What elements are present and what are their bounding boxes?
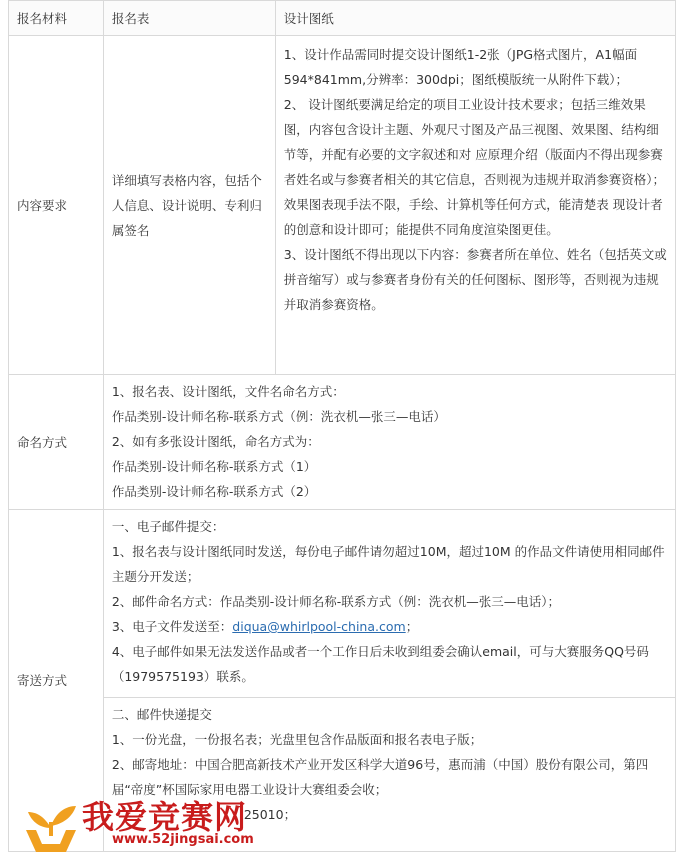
header-drawings: 设计图纸 (275, 1, 675, 36)
email-address-link[interactable]: diqua@whirlpool-china.com (232, 619, 406, 634)
sending-label: 寄送方式 (9, 510, 104, 852)
email-item-2: 2、邮件命名方式：作品类别-设计师名称-联系方式（例：洗衣机—张三—电话）； (111, 594, 561, 609)
email-item-3-suffix: ； (405, 619, 419, 634)
post-title: 二、邮件快递提交 (111, 707, 212, 722)
header-form: 报名表 (103, 1, 275, 36)
email-title: 一、电子邮件提交： (111, 519, 225, 534)
content-requirements-row (9, 36, 676, 375)
form-requirements-text: 详细填写表格内容，包括个人信息、设计说明、专利归属签名 (103, 36, 275, 375)
watermark-title: 我爱竞赛网 (82, 798, 248, 836)
naming-label: 命名方式 (9, 375, 104, 510)
naming-line-5: 作品类别-设计师名称-联系方式（2） (111, 484, 317, 499)
naming-line-1: 1、报名表、设计图纸，文件名命名方式： (111, 384, 345, 399)
post-item-3-text: 25010； (243, 807, 297, 822)
watermark-url: www.52jingsai.com (112, 832, 254, 847)
naming-row (9, 375, 676, 510)
email-item-3-prefix: 3、电子文件发送至： (111, 619, 233, 634)
table-header-row (9, 1, 676, 36)
post-item-1: 1、一份光盘，一份报名表；光盘里包含作品版面和报名表电子版； (111, 732, 483, 747)
header-materials: 报名材料 (9, 1, 104, 36)
email-item-1: 1、报名表与设计图纸同时发送，每份电子邮件请勿超过10M，超过10M 的作品文件请使用相同邮件主题分开发送； (111, 544, 665, 584)
drawing-req-2: 2、 设计图纸要满足给定的项目工业设计技术要求；包括三维效果图，内容包含设计主题、外观尺寸图及产品三视图、效果图、结构细节等，并配有必要的文字叙述和对 应原理介绍（版面内不得出现参赛者姓名或与参赛者相关的其它信息，否则视为违规并取消参赛资格）；效果图表现手法不限，手绘、计算机等任何方式，能清楚表 现设计者的创意和设计即可；能提供不同角度渲染图更佳。 (283, 97, 666, 237)
email-item-3 (112, 614, 667, 639)
registration-materials-table (8, 0, 676, 852)
drawing-req-3: 3、设计图纸不得出现以下内容：参赛者所在单位、姓名（包括英文或拼音缩写）或与参赛者身份有关的任何图标、图形等，否则视为违规并取消参赛资格。 (283, 247, 667, 312)
naming-cell (103, 375, 675, 510)
email-section (112, 514, 667, 693)
drawing-req-1: 1、设计作品需同时提交设计图纸1-2张（JPG格式图片，A1幅面594*841mm,分辨率：300dpi；图纸模版统一从附件下载）； (283, 47, 638, 87)
post-item-2: 2、邮寄地址：中国合肥高新技术产业开发区科学大道96号，惠而浦（中国）股份有限公司，第四届“帝度”杯国际家用电器工业设计大赛组委会收； (111, 757, 649, 797)
drawing-requirements-cell (275, 36, 675, 375)
naming-line-3: 2、如有多张设计图纸，命名方式为： (111, 434, 320, 449)
naming-line-4: 作品类别-设计师名称-联系方式（1） (111, 459, 317, 474)
content-requirements-label: 内容要求 (9, 36, 104, 375)
email-item-4: 4、电子邮件如果无法发送作品或者一个工作日后未收到组委会确认email，可与大赛服务QQ号码（1979575193）联系。 (111, 644, 649, 684)
naming-line-2: 作品类别-设计师名称-联系方式（例：洗衣机—张三—电话） (111, 409, 446, 424)
